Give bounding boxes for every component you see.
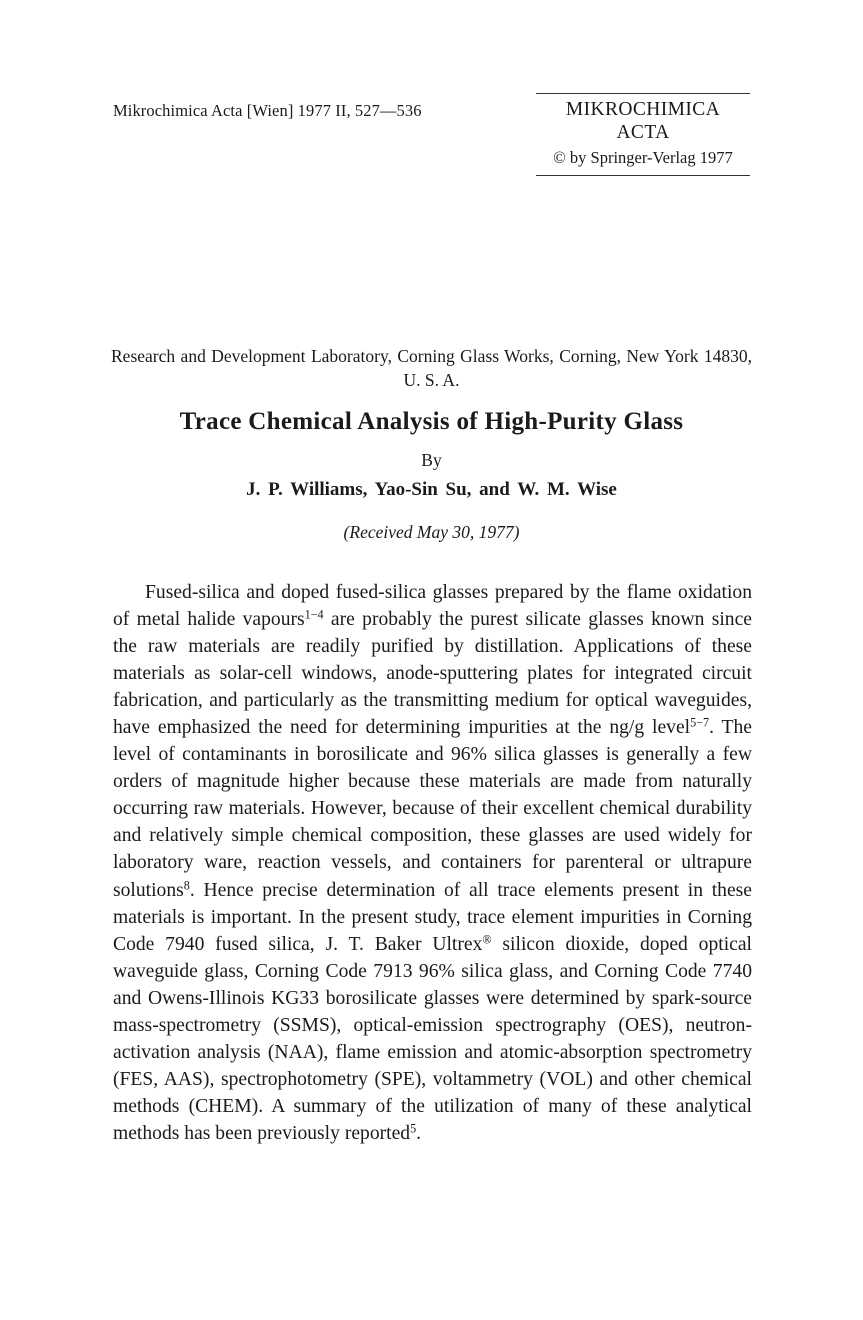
reference-superscript: 5−7 [690, 715, 710, 730]
reference-superscript: 1−4 [304, 607, 324, 622]
copyright-notice: © by Springer-Verlag 1977 [553, 148, 733, 167]
received-date: (Received May 30, 1977) [343, 522, 520, 542]
masthead-top-rule [536, 93, 750, 94]
body-text-segment: silicon dioxide, doped optical waveguide glass, Corning Code 7913 96% silica glass, and Corning Code 7740 and Owens-Illinois KG33 borosilicate glasses were determined by spark-source mass-spectrometry (SSMS), optical-emission spectrography (OES), neutron-activation analysis (NAA), flame emission and atomic-absorption spectrometry (FES, AAS), spectrophotometry (SPE), voltammetry (VOL) and other chemical methods (CHEM). A summary of the utilization of many of these analytical methods has been previously reported [113, 933, 752, 1144]
journal-masthead [536, 93, 750, 176]
masthead-bottom-rule [536, 175, 750, 176]
body-text-segment: Fused-silica and doped fused-silica glasses prepared by the flame oxidation of metal halide vapours [113, 582, 752, 631]
body-text-segment: . Hence precise determination of all trace elements present in these materials is important. In the present study, trace element impurities in Corning Code 7940 fused silica, J. T. Baker Ultrex [113, 879, 752, 955]
running-head-citation: Mikrochimica Acta [Wien] 1977 II, 527—536 [113, 101, 422, 120]
body-text-segment: . [416, 1122, 422, 1144]
journal-name-line1: MIKROCHIMICA [565, 99, 721, 120]
journal-name-line2: ACTA [616, 122, 670, 143]
paper-title: Trace Chemical Analysis of High-Purity Glass [179, 408, 684, 435]
reference-superscript: 8 [183, 877, 190, 892]
author-list: J. P. Williams, Yao-Sin Su, and W. M. Wise [246, 479, 617, 500]
body-text-segment: . The level of contaminants in borosilicate and 96% silica glasses is generally a few orders of magnitude higher because these materials are made from naturally occurring raw materials. However, because of their excellent chemical durability and relatively simple chemical composition, these glasses are used widely for laboratory ware, reaction vessels, and containers for parenteral or ultrapure solutions [113, 717, 753, 901]
body-paragraph [113, 579, 752, 1147]
byline-by: By [421, 450, 442, 470]
registered-mark: ® [482, 931, 492, 946]
author-affiliation: Research and Development Laboratory, Corning Glass Works, Corning, New York 14830, U. S. A. [111, 346, 752, 390]
reference-superscript: 5 [410, 1121, 417, 1136]
body-text-segment: are probably the purest silicate glasses known since the raw materials are readily purified by distillation. Applications of these materials as solar-cell windows, anode-sputtering plates for integrated circuit fabrication, and particularly as the transmitting medium for optical waveguides, have emphasized the need for determining impurities at the ng/g level [113, 609, 752, 739]
